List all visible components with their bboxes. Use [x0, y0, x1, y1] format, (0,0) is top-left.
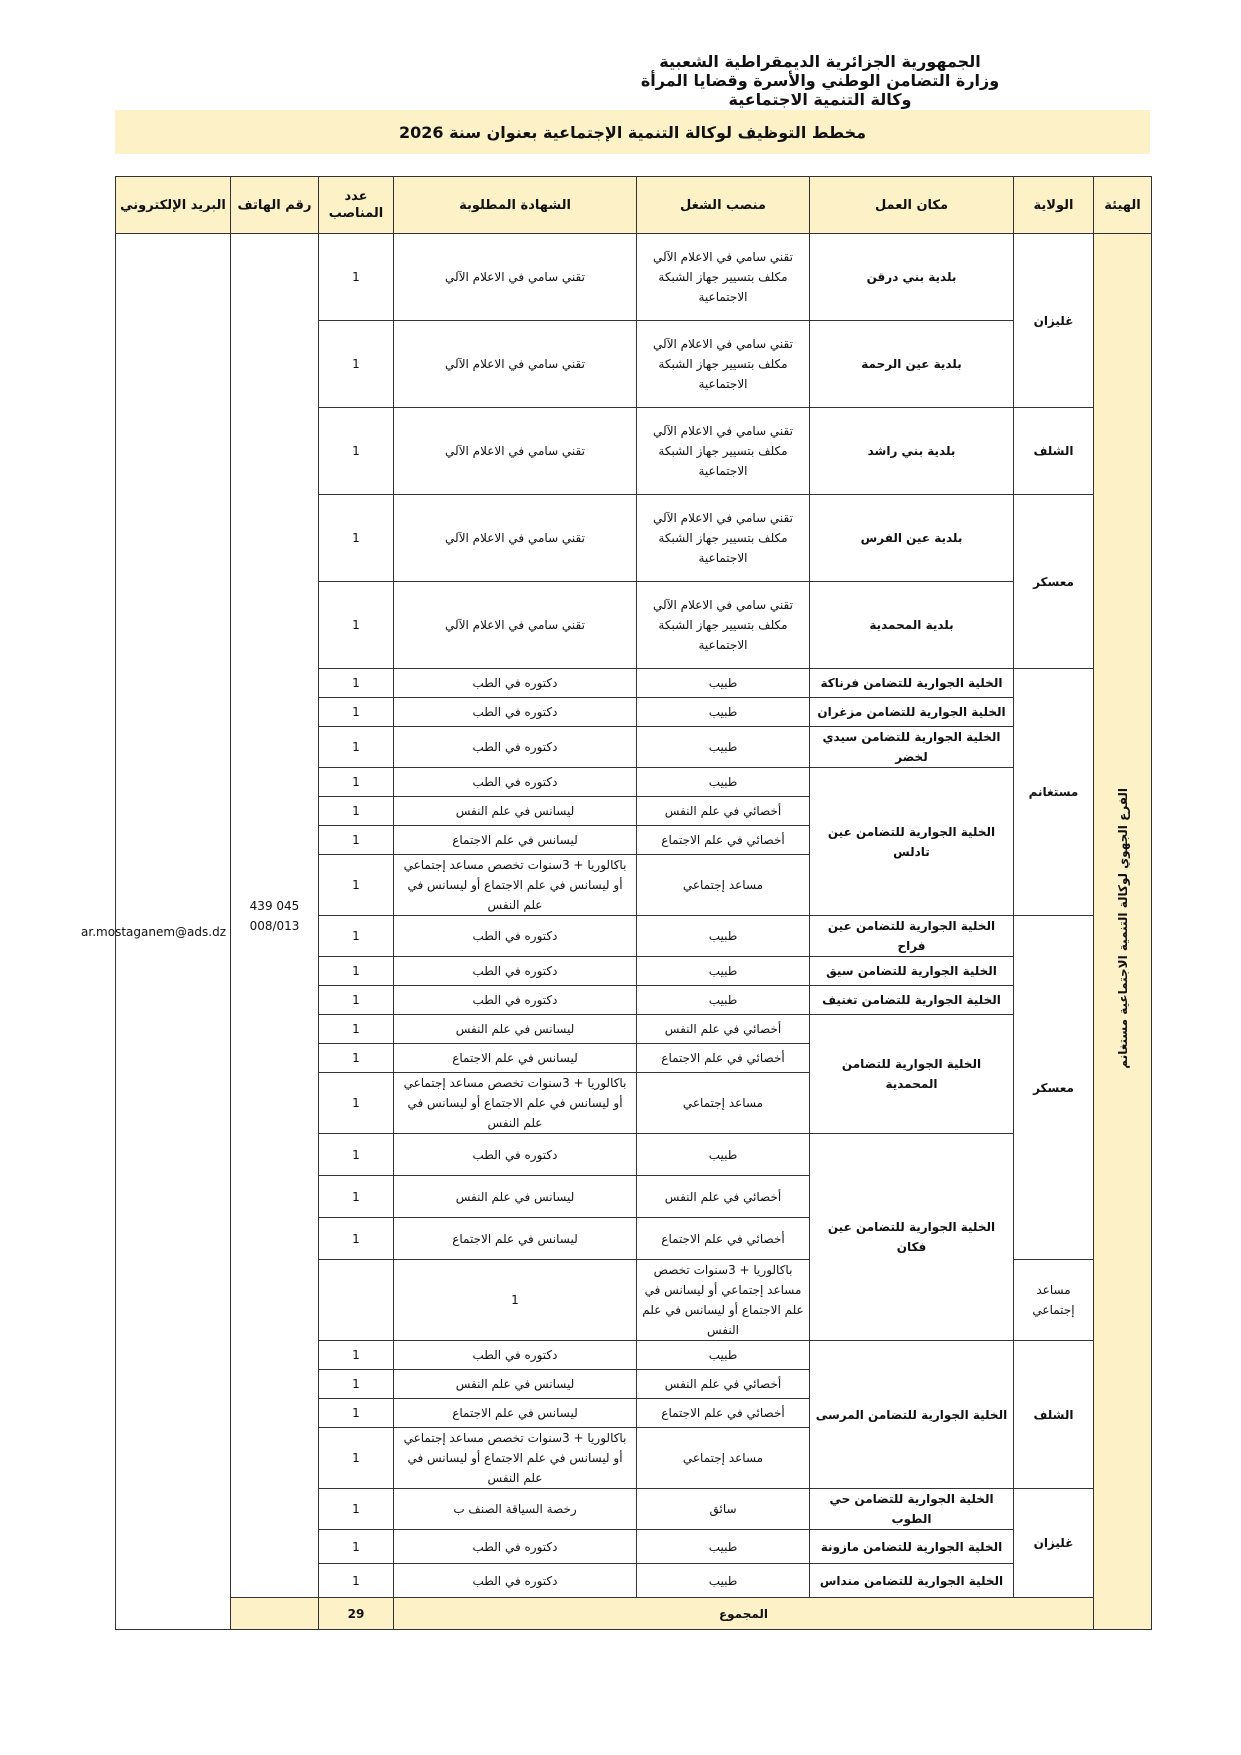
- wilaya-cell: الشلف: [1014, 408, 1094, 495]
- count-cell: 1: [319, 1073, 394, 1134]
- count-cell: 1: [319, 986, 394, 1015]
- place-cell: الخلية الجوارية للتضامن تغنيف: [810, 986, 1014, 1015]
- count-cell: 1: [319, 957, 394, 986]
- degree-cell: باكالوريا + 3سنوات تخصص مساعد إجتماعي أو ليسانس في علم الاجتماع أو ليسانس في علم النفس: [394, 1428, 637, 1489]
- place-cell: الخلية الجوارية للتضامن مازونة: [810, 1530, 1014, 1564]
- total-value: 29: [319, 1598, 394, 1630]
- place-cell: الخلية الجوارية للتضامن فرناكة: [810, 669, 1014, 698]
- count-cell: 1: [319, 321, 394, 408]
- place-cell: الخلية الجوارية للتضامن المرسى: [810, 1341, 1014, 1489]
- count-cell: 1: [319, 495, 394, 582]
- count-cell: 1: [319, 1176, 394, 1218]
- post-cell: تقني سامي في الاعلام الآلي مكلف بتسيير جهاز الشبكة الاجتماعية: [637, 495, 810, 582]
- place-cell: الخلية الجوارية للتضامن سيدي لخضر: [810, 727, 1014, 768]
- post-cell: طبيب: [637, 1134, 810, 1176]
- post-cell: طبيب: [637, 1341, 810, 1370]
- degree-cell: ليسانس في علم الاجتماع: [394, 1044, 637, 1073]
- col-phone: رقم الهاتف: [231, 177, 319, 234]
- degree-cell: تقني سامي في الاعلام الآلي: [394, 408, 637, 495]
- count-cell: 1: [319, 234, 394, 321]
- place-cell: الخلية الجوارية للتضامن عين تادلس: [810, 768, 1014, 916]
- count-cell: 1: [319, 916, 394, 957]
- post-cell: سائق: [637, 1489, 810, 1530]
- header-line-ministry: وزارة التضامن الوطني والأسرة وقضايا المرأة: [640, 71, 1000, 90]
- email-cell: ar.mostaganem@ads.dz: [116, 234, 231, 1630]
- post-cell: أخصائي في علم الاجتماع: [637, 826, 810, 855]
- count-cell: 1: [319, 669, 394, 698]
- wilaya-cell: غليزان: [1014, 234, 1094, 408]
- place-cell: الخلية الجوارية للتضامن مزغران: [810, 698, 1014, 727]
- degree-cell: دكتوره في الطب: [394, 1341, 637, 1370]
- total-phone-blank: [231, 1598, 319, 1630]
- degree-cell: تقني سامي في الاعلام الآلي: [394, 321, 637, 408]
- place-cell: بلدية بني راشد: [810, 408, 1014, 495]
- count-cell: 1: [394, 1260, 637, 1341]
- post-cell: طبيب: [637, 698, 810, 727]
- post-cell: طبيب: [637, 957, 810, 986]
- degree-cell: ليسانس في علم النفس: [394, 1370, 637, 1399]
- degree-cell: دكتوره في الطب: [394, 1134, 637, 1176]
- place-cell: الخلية الجوارية للتضامن عين فكان: [810, 1134, 1014, 1341]
- degree-cell: ليسانس في علم الاجتماع: [394, 1218, 637, 1260]
- degree-cell: باكالوريا + 3سنوات تخصص مساعد إجتماعي أو ليسانس في علم الاجتماع أو ليسانس في علم النفس: [394, 1073, 637, 1134]
- wilaya-cell: غليزان: [1014, 1489, 1094, 1598]
- count-cell: 1: [319, 1530, 394, 1564]
- degree-cell: باكالوريا + 3سنوات تخصص مساعد إجتماعي أو ليسانس في علم الاجتماع أو ليسانس في علم النفس: [637, 1260, 810, 1341]
- col-degree: الشهادة المطلوبة: [394, 177, 637, 234]
- degree-cell: تقني سامي في الاعلام الآلي: [394, 234, 637, 321]
- place-cell: الخلية الجوارية للتضامن المحمدية: [810, 1015, 1014, 1134]
- degree-cell: دكتوره في الطب: [394, 916, 637, 957]
- place-cell: الخلية الجوارية للتضامن سيق: [810, 957, 1014, 986]
- degree-cell: رخصة السياقة الصنف ب: [394, 1489, 637, 1530]
- place-cell: بلدية عين الفرس: [810, 495, 1014, 582]
- degree-cell: ليسانس في علم النفس: [394, 1176, 637, 1218]
- count-cell: 1: [319, 855, 394, 916]
- degree-cell: دكتوره في الطب: [394, 727, 637, 768]
- header-line-republic: الجمهورية الجزائرية الديمقراطية الشعبية: [659, 52, 981, 71]
- post-cell: أخصائي في علم الاجتماع: [637, 1044, 810, 1073]
- degree-cell: ليسانس في علم الاجتماع: [394, 826, 637, 855]
- post-cell: تقني سامي في الاعلام الآلي مكلف بتسيير جهاز الشبكة الاجتماعية: [637, 582, 810, 669]
- wilaya-cell: معسكر: [1014, 916, 1094, 1260]
- count-cell: 1: [319, 698, 394, 727]
- degree-cell: دكتوره في الطب: [394, 986, 637, 1015]
- post-cell: مساعد إجتماعي: [1014, 1260, 1094, 1341]
- col-email: البريد الإلكتروني: [116, 177, 231, 234]
- phone-cell: 045 439 008/013: [231, 234, 319, 1598]
- post-cell: تقني سامي في الاعلام الآلي مكلف بتسيير جهاز الشبكة الاجتماعية: [637, 321, 810, 408]
- degree-cell: دكتوره في الطب: [394, 698, 637, 727]
- place-cell: بلدية بني درقن: [810, 234, 1014, 321]
- count-cell: 1: [319, 727, 394, 768]
- post-cell: مساعد إجتماعي: [637, 855, 810, 916]
- degree-cell: باكالوريا + 3سنوات تخصص مساعد إجتماعي أو ليسانس في علم الاجتماع أو ليسانس في علم النفس: [394, 855, 637, 916]
- degree-cell: تقني سامي في الاعلام الآلي: [394, 495, 637, 582]
- post-cell: تقني سامي في الاعلام الآلي مكلف بتسيير جهاز الشبكة الاجتماعية: [637, 408, 810, 495]
- org-cell: [1094, 234, 1152, 1630]
- place-cell: بلدية عين الرحمة: [810, 321, 1014, 408]
- post-cell: مساعد إجتماعي: [637, 1428, 810, 1489]
- degree-cell: دكتوره في الطب: [394, 1530, 637, 1564]
- header-line-agency: وكالة التنمية الاجتماعية: [728, 90, 912, 109]
- degree-cell: ليسانس في علم النفس: [394, 797, 637, 826]
- count-cell: 1: [319, 1399, 394, 1428]
- count-cell: 1: [319, 1564, 394, 1598]
- count-cell: 1: [319, 768, 394, 797]
- page-header: [115, 52, 1150, 109]
- degree-cell: دكتوره في الطب: [394, 768, 637, 797]
- place-cell: بلدية المحمدية: [810, 582, 1014, 669]
- post-cell: طبيب: [637, 986, 810, 1015]
- place-cell: الخلية الجوارية للتضامن منداس: [810, 1564, 1014, 1598]
- count-cell: 1: [319, 797, 394, 826]
- document-title: مخطط التوظيف لوكالة التنمية الإجتماعية بعنوان سنة 2026: [115, 110, 1150, 154]
- col-wilaya: الولاية: [1014, 177, 1094, 234]
- total-label: المجموع: [394, 1598, 1094, 1630]
- post-cell: مساعد إجتماعي: [637, 1073, 810, 1134]
- post-cell: أخصائي في علم الاجتماع: [637, 1218, 810, 1260]
- degree-cell: دكتوره في الطب: [394, 1564, 637, 1598]
- count-cell: 1: [319, 408, 394, 495]
- count-cell: 1: [319, 1015, 394, 1044]
- count-cell: 1: [319, 1341, 394, 1370]
- place-cell: الخلية الجوارية للتضامن عين فراح: [810, 916, 1014, 957]
- post-cell: أخصائي في علم النفس: [637, 1176, 810, 1218]
- count-cell: 1: [319, 1218, 394, 1260]
- post-cell: أخصائي في علم الاجتماع: [637, 1399, 810, 1428]
- count-cell: 1: [319, 582, 394, 669]
- table-row: [116, 234, 1152, 321]
- degree-cell: ليسانس في علم الاجتماع: [394, 1399, 637, 1428]
- post-cell: طبيب: [637, 916, 810, 957]
- total-row: [116, 1598, 1152, 1630]
- post-cell: طبيب: [637, 669, 810, 698]
- degree-cell: تقني سامي في الاعلام الآلي: [394, 582, 637, 669]
- org-name: الفرع الجهوي لوكالة التنمية الاجتماعية مستغانم: [1115, 788, 1130, 1069]
- post-cell: طبيب: [637, 768, 810, 797]
- post-cell: أخصائي في علم النفس: [637, 1015, 810, 1044]
- count-cell: 1: [319, 1044, 394, 1073]
- post-cell: طبيب: [637, 1530, 810, 1564]
- post-cell: أخصائي في علم النفس: [637, 797, 810, 826]
- wilaya-cell: مستغانم: [1014, 669, 1094, 916]
- count-cell: 1: [319, 1134, 394, 1176]
- post-cell: أخصائي في علم النفس: [637, 1370, 810, 1399]
- degree-cell: ليسانس في علم النفس: [394, 1015, 637, 1044]
- wilaya-cell: الشلف: [1014, 1341, 1094, 1489]
- post-cell: طبيب: [637, 727, 810, 768]
- degree-cell: دكتوره في الطب: [394, 957, 637, 986]
- post-cell: طبيب: [637, 1564, 810, 1598]
- count-cell: 1: [319, 1370, 394, 1399]
- count-cell: 1: [319, 1489, 394, 1530]
- wilaya-cell: معسكر: [1014, 495, 1094, 669]
- table-header-row: [116, 177, 1152, 234]
- count-cell: 1: [319, 1428, 394, 1489]
- recruitment-table: [81, 176, 1152, 1630]
- degree-cell: دكتوره في الطب: [394, 669, 637, 698]
- post-cell: تقني سامي في الاعلام الآلي مكلف بتسيير جهاز الشبكة الاجتماعية: [637, 234, 810, 321]
- place-cell: الخلية الجوارية للتضامن حي الطوب: [810, 1489, 1014, 1530]
- col-org: الهيئة: [1094, 177, 1152, 234]
- col-count: عدد المناصب: [319, 177, 394, 234]
- col-post: منصب الشغل: [637, 177, 810, 234]
- col-place: مكان العمل: [810, 177, 1014, 234]
- count-cell: 1: [319, 826, 394, 855]
